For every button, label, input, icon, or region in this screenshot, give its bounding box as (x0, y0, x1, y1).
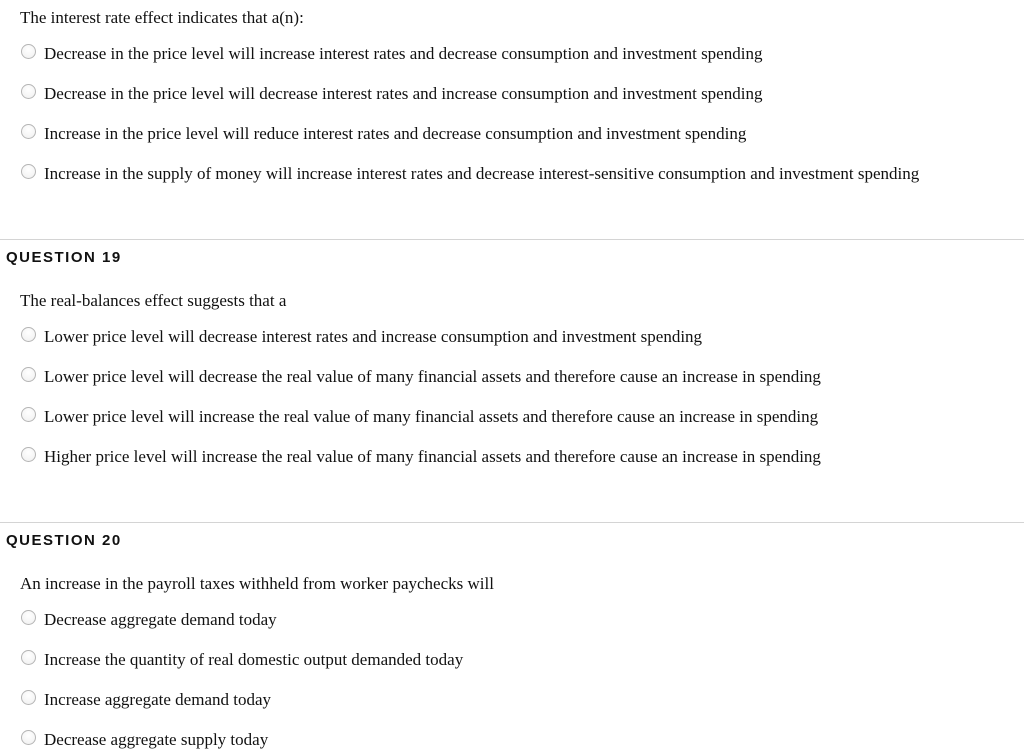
question-20-header: QUESTION 20 (6, 532, 122, 549)
question-18-option-2[interactable] (21, 82, 762, 106)
option-label: Lower price level will decrease interest rates and increase consumption and investment spending (44, 327, 703, 346)
radio-button[interactable] (21, 44, 36, 59)
question-19-option-4[interactable] (21, 445, 821, 469)
question-18-prompt: The interest rate effect indicates that a(n): (20, 8, 304, 27)
option-label: Decrease aggregate demand today (44, 610, 277, 629)
radio-button[interactable] (21, 367, 36, 382)
radio-button[interactable] (21, 730, 36, 745)
question-19-header: QUESTION 19 (6, 249, 122, 266)
radio-button[interactable] (21, 124, 36, 139)
option-label: Increase in the supply of money will increase interest rates and decrease interest-sensitive consumption and investment spending (44, 164, 920, 183)
question-19-prompt: The real-balances effect suggests that a (20, 291, 287, 310)
option-label: Lower price level will decrease the real value of many financial assets and therefore cause an increase in spending (44, 367, 821, 386)
option-label: Decrease aggregate supply today (44, 730, 269, 749)
option-label: Decrease in the price level will decrease interest rates and increase consumption and investment spending (44, 84, 763, 103)
radio-button[interactable] (21, 610, 36, 625)
question-19-option-3[interactable] (21, 405, 818, 429)
question-20-option-4[interactable] (21, 728, 268, 752)
question-18-option-1[interactable] (21, 42, 762, 66)
option-label: Decrease in the price level will increase interest rates and decrease consumption and investment spending (44, 44, 763, 63)
question-20-option-1[interactable] (21, 608, 277, 632)
radio-button[interactable] (21, 690, 36, 705)
question-18-option-4[interactable] (21, 162, 919, 186)
radio-button[interactable] (21, 84, 36, 99)
question-divider (0, 239, 1024, 240)
question-19-option-1[interactable] (21, 325, 702, 349)
question-18-option-3[interactable] (21, 122, 746, 146)
option-label: Lower price level will increase the real value of many financial assets and therefore cause an increase in spending (44, 407, 819, 426)
radio-button[interactable] (21, 164, 36, 179)
question-19-option-2[interactable] (21, 365, 821, 389)
option-label: Increase aggregate demand today (44, 690, 272, 709)
radio-button[interactable] (21, 327, 36, 342)
option-label: Increase the quantity of real domestic output demanded today (44, 650, 464, 669)
question-divider (0, 522, 1024, 523)
option-label: Higher price level will increase the real value of many financial assets and therefore cause an increase in spending (44, 447, 821, 466)
radio-button[interactable] (21, 650, 36, 665)
question-20-option-2[interactable] (21, 648, 463, 672)
question-20-prompt: An increase in the payroll taxes withheld from worker paychecks will (20, 574, 494, 593)
question-20-option-3[interactable] (21, 688, 271, 712)
radio-button[interactable] (21, 447, 36, 462)
radio-button[interactable] (21, 407, 36, 422)
option-label: Increase in the price level will reduce interest rates and decrease consumption and investment spending (44, 124, 747, 143)
